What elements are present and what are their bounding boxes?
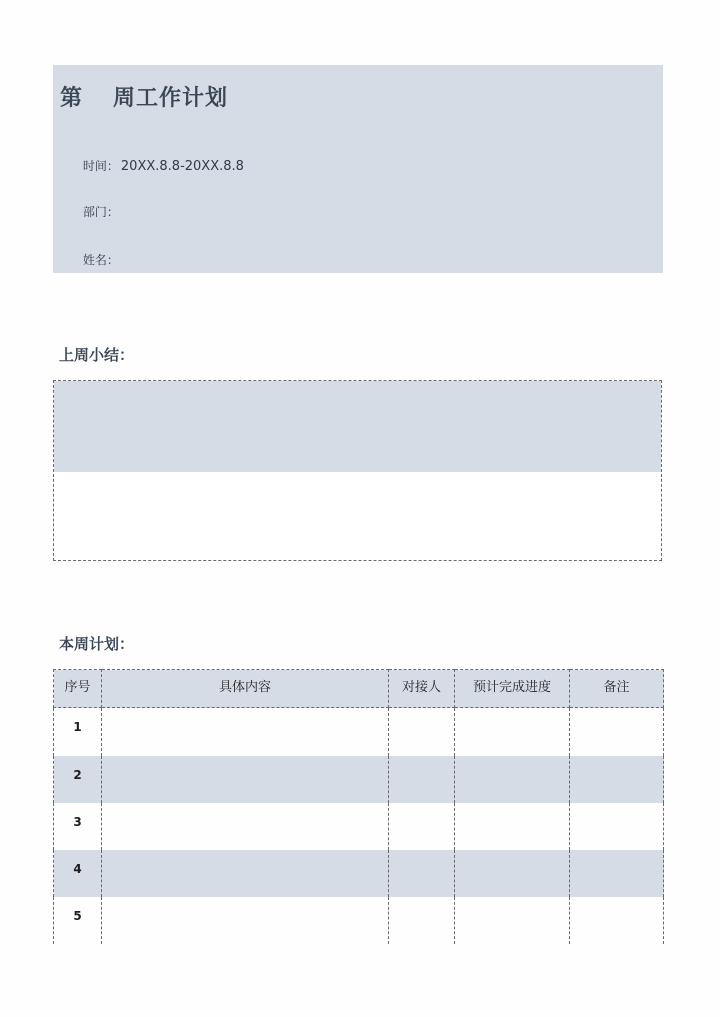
content-cell[interactable]: [102, 897, 389, 944]
time-label: 时间：: [82, 159, 119, 173]
plan-table-header-row: [54, 670, 664, 708]
name-row: [60, 237, 119, 282]
plan-table: [53, 669, 664, 944]
progress-cell[interactable]: [455, 803, 570, 850]
contact-cell[interactable]: [389, 897, 455, 944]
column-header-progress: 预计完成进度: [455, 670, 570, 708]
notes-cell[interactable]: [570, 708, 664, 756]
table-row: [54, 708, 664, 756]
table-row: [54, 756, 664, 803]
title-part-2: 周工作计划: [113, 86, 229, 111]
contact-cell[interactable]: [389, 756, 455, 803]
summary-shaded-band: [54, 381, 661, 472]
table-row: [54, 850, 664, 897]
page-title: [60, 81, 228, 112]
department-label: 部门：: [82, 205, 119, 219]
this-week-plan-heading: 本周计划：: [59, 635, 135, 653]
last-week-summary-heading: 上周小结：: [59, 346, 135, 364]
contact-cell[interactable]: [389, 708, 455, 756]
row-number: 3: [54, 803, 102, 850]
header-block: [53, 65, 663, 273]
progress-cell[interactable]: [455, 756, 570, 803]
content-cell[interactable]: [102, 803, 389, 850]
column-header-contact: 对接人: [389, 670, 455, 708]
notes-cell[interactable]: [570, 756, 664, 803]
notes-cell[interactable]: [570, 850, 664, 897]
content-cell[interactable]: [102, 756, 389, 803]
contact-cell[interactable]: [389, 803, 455, 850]
title-part-1: 第: [60, 86, 84, 111]
progress-cell[interactable]: [455, 850, 570, 897]
content-cell[interactable]: [102, 708, 389, 756]
row-number: 1: [54, 708, 102, 756]
progress-cell[interactable]: [455, 708, 570, 756]
row-number: 2: [54, 756, 102, 803]
name-label: 姓名：: [82, 253, 119, 267]
last-week-summary-box[interactable]: [53, 380, 662, 561]
time-row: [60, 143, 244, 188]
contact-cell[interactable]: [389, 850, 455, 897]
row-number: 5: [54, 897, 102, 944]
table-row: [54, 803, 664, 850]
department-row: [60, 189, 119, 234]
notes-cell[interactable]: [570, 897, 664, 944]
column-header-content: 具体内容: [102, 670, 389, 708]
column-header-notes: 备注: [570, 670, 664, 708]
notes-cell[interactable]: [570, 803, 664, 850]
content-cell[interactable]: [102, 850, 389, 897]
time-value: 20XX.8.8-20XX.8.8: [120, 159, 244, 174]
table-row: [54, 897, 664, 944]
column-header-number: 序号: [54, 670, 102, 708]
row-number: 4: [54, 850, 102, 897]
progress-cell[interactable]: [455, 897, 570, 944]
